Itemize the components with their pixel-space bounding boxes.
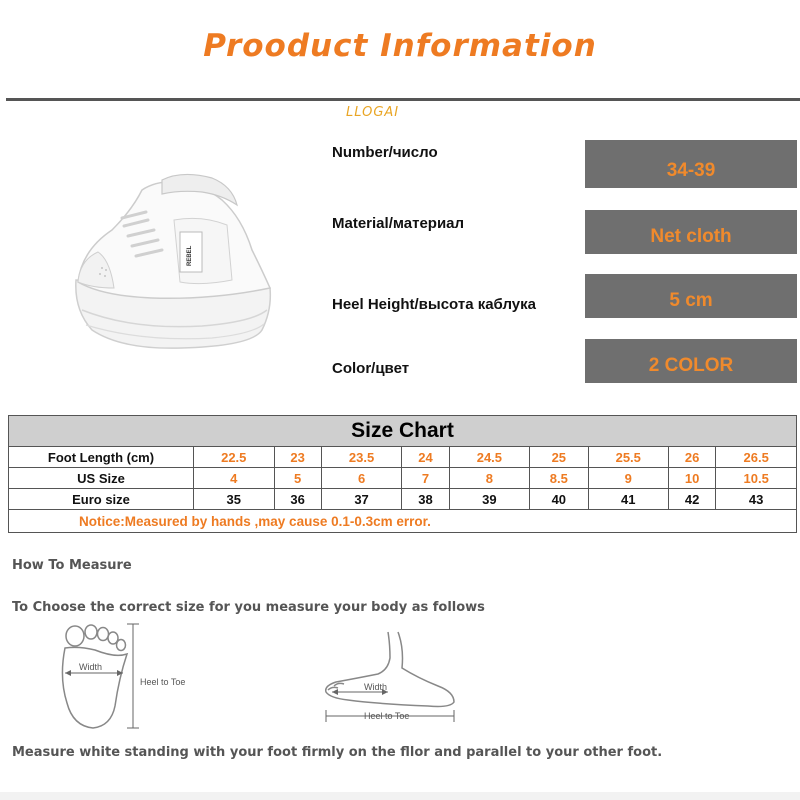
- heel-to-toe-label-side: Heel to Toe: [364, 711, 410, 721]
- table-cell: 8.5: [530, 468, 588, 489]
- table-cell: 24.5: [449, 447, 530, 468]
- table-cell: 6: [321, 468, 402, 489]
- width-label-side: Width: [364, 682, 388, 692]
- size-chart-notice: Notice:Measured by hands ,may cause 0.1-0.3cm error.: [9, 510, 797, 533]
- foot-side-diagram: [318, 628, 468, 728]
- table-cell: 36: [274, 489, 321, 510]
- table-cell: 38: [402, 489, 449, 510]
- spec-number-value: 34-39: [585, 140, 797, 188]
- table-cell: 10: [669, 468, 716, 489]
- table-cell: 42: [669, 489, 716, 510]
- table-cell: 23: [274, 447, 321, 468]
- how-to-measure-heading: How To Measure: [12, 558, 132, 573]
- table-cell: 26.5: [716, 447, 797, 468]
- sneaker-image: [62, 160, 282, 360]
- spec-heel-height-label: Heel Height/высота каблука: [332, 296, 536, 313]
- table-cell: 23.5: [321, 447, 402, 468]
- size-chart: [8, 415, 797, 533]
- spec-material-value: Net cloth: [585, 210, 797, 254]
- spec-color-value: 2 COLOR: [585, 339, 797, 383]
- heel-to-toe-label: Heel to Toe: [140, 677, 186, 687]
- table-cell: 25.5: [588, 447, 669, 468]
- table-row: [9, 468, 797, 489]
- width-label: Width: [79, 662, 103, 672]
- page-title: Prooduct Information: [203, 28, 597, 64]
- table-cell: 40: [530, 489, 588, 510]
- size-chart-title: Size Chart: [9, 416, 797, 447]
- spec-heel-height-value: 5 cm: [585, 274, 797, 318]
- table-cell: 4: [194, 468, 275, 489]
- bottom-bar: [0, 792, 800, 800]
- table-cell: 25: [530, 447, 588, 468]
- row-label: US Size: [9, 468, 194, 489]
- table-cell: 41: [588, 489, 669, 510]
- table-cell: 35: [194, 489, 275, 510]
- table-cell: 43: [716, 489, 797, 510]
- title-divider: [6, 98, 800, 101]
- shoe-print: REBEL: [187, 245, 193, 266]
- table-cell: 5: [274, 468, 321, 489]
- table-cell: 7: [402, 468, 449, 489]
- spec-color-label: Color/цвет: [332, 360, 410, 377]
- row-label: Foot Length (cm): [9, 447, 194, 468]
- foot-top-diagram: [45, 618, 205, 733]
- table-cell: 9: [588, 468, 669, 489]
- spec-number-label: Number/число: [332, 144, 438, 161]
- brand-logo: LLOGAI: [346, 105, 400, 120]
- table-cell: 24: [402, 447, 449, 468]
- measure-subheading: To Choose the correct size for you measure your body as follows: [12, 600, 485, 615]
- row-label: Euro size: [9, 489, 194, 510]
- table-row: [9, 510, 797, 533]
- size-chart-header: [9, 416, 797, 447]
- spec-material-label: Material/материал: [332, 215, 465, 232]
- table-cell: 39: [449, 489, 530, 510]
- table-cell: 22.5: [194, 447, 275, 468]
- table-cell: 37: [321, 489, 402, 510]
- measure-instruction: Measure white standing with your foot firmly on the fllor and parallel to your other foot.: [12, 745, 663, 760]
- table-row: [9, 489, 797, 510]
- table-cell: 10.5: [716, 468, 797, 489]
- table-row: [9, 447, 797, 468]
- table-cell: 8: [449, 468, 530, 489]
- table-cell: 26: [669, 447, 716, 468]
